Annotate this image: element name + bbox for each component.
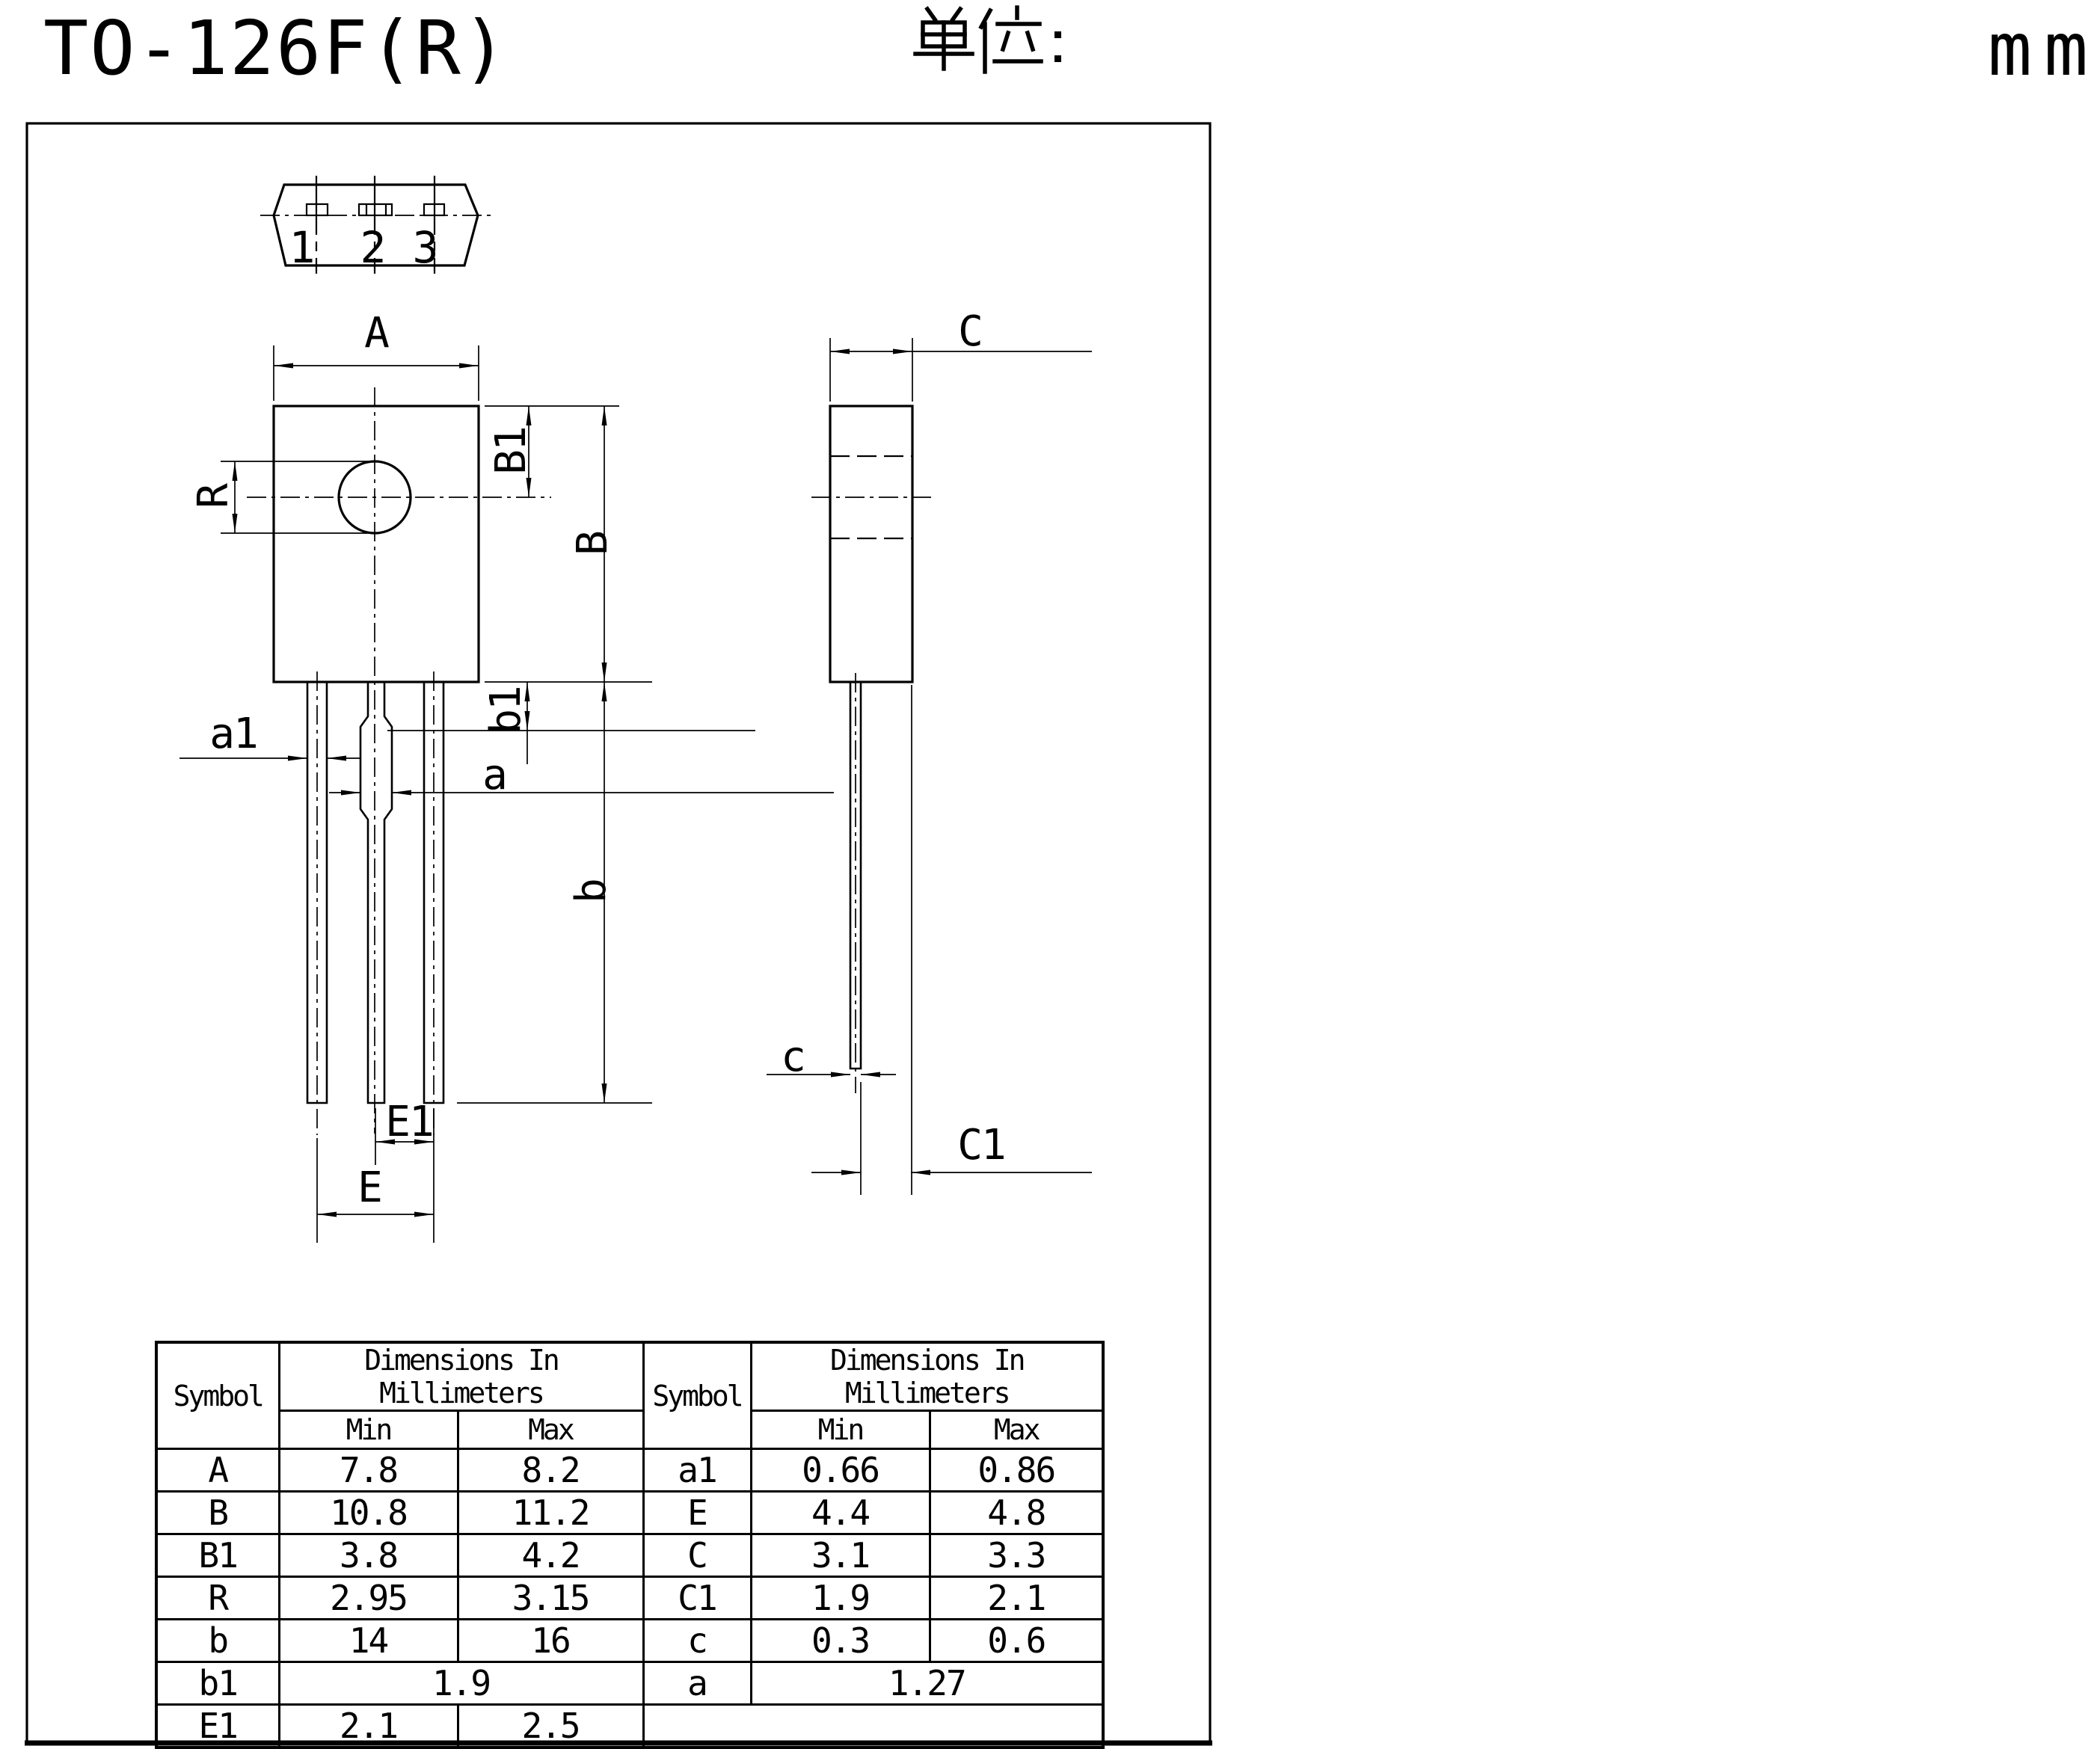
table-cell-min: 3.1 xyxy=(751,1534,930,1577)
table-cell-min: 2.1 xyxy=(279,1705,458,1748)
dim-label-B1: B1 xyxy=(487,427,535,475)
table-row xyxy=(156,1705,1103,1748)
dims-header-left: Dimensions In Millimeters xyxy=(279,1342,643,1411)
dim-label-c: c xyxy=(781,1033,805,1081)
table-cell-max: 16 xyxy=(458,1620,643,1662)
pin-label-1: 1 xyxy=(289,222,314,273)
dimensions-table xyxy=(155,1341,1105,1749)
dim-label-E: E xyxy=(357,1164,381,1212)
dim-label-b1: b1 xyxy=(482,686,530,734)
table-cell-min: 14 xyxy=(279,1620,458,1662)
pin-label-3: 3 xyxy=(412,222,438,273)
table-cell-span: 1.9 xyxy=(279,1662,643,1705)
table-cell-min: 4.4 xyxy=(751,1492,930,1534)
table-cell-min: 1.9 xyxy=(751,1577,930,1620)
dim-label-b: b xyxy=(567,879,615,903)
table-cell-symbol: E1 xyxy=(156,1705,279,1748)
table-cell-max: 11.2 xyxy=(458,1492,643,1534)
table-cell-symbol: c xyxy=(643,1620,751,1662)
table-cell-min: 3.8 xyxy=(279,1534,458,1577)
table-cell-max: 4.2 xyxy=(458,1534,643,1577)
table-cell-symbol: b1 xyxy=(156,1662,279,1705)
dim-label-a: a xyxy=(482,751,506,799)
table-cell-min: 2.95 xyxy=(279,1577,458,1620)
dim-label-E1: E1 xyxy=(385,1098,433,1146)
table-cell-max: 2.5 xyxy=(458,1705,643,1748)
symbol-header-right: Symbol xyxy=(643,1342,751,1449)
side-view xyxy=(767,338,1092,1195)
dim-label-B: B xyxy=(568,532,617,556)
table-cell-symbol: a1 xyxy=(643,1449,751,1492)
min-header-right: Min xyxy=(751,1411,930,1449)
table-cell-min: 10.8 xyxy=(279,1492,458,1534)
dim-label-C1: C1 xyxy=(957,1121,1005,1169)
table-cell-symbol: E xyxy=(643,1492,751,1534)
table-cell-symbol: B1 xyxy=(156,1534,279,1577)
table-cell-symbol: B xyxy=(156,1492,279,1534)
table-cell-max: 0.6 xyxy=(930,1620,1103,1662)
table-cell-symbol: R xyxy=(156,1577,279,1620)
table-cell-max: 2.1 xyxy=(930,1577,1103,1620)
table-row xyxy=(156,1577,1103,1620)
table-cell-symbol: C1 xyxy=(643,1577,751,1620)
table-cell-max: 3.3 xyxy=(930,1534,1103,1577)
table-cell-symbol: A xyxy=(156,1449,279,1492)
table-cell-max: 8.2 xyxy=(458,1449,643,1492)
page-title: TO-126F(R) xyxy=(43,4,509,92)
pin-label-2: 2 xyxy=(360,222,385,273)
min-header-left: Min xyxy=(279,1411,458,1449)
table-cell-min: 0.66 xyxy=(751,1449,930,1492)
dim-label-R: R xyxy=(189,485,238,508)
max-header-right: Max xyxy=(930,1411,1103,1449)
table-cell-symbol: C xyxy=(643,1534,751,1577)
unit-value: mm xyxy=(1988,7,2100,93)
max-header-left: Max xyxy=(458,1411,643,1449)
table-cell-max: 4.8 xyxy=(930,1492,1103,1534)
dim-label-A: A xyxy=(364,309,388,357)
table-cell-min: 7.8 xyxy=(279,1449,458,1492)
table-cell-min: 0.3 xyxy=(751,1620,930,1662)
table-row xyxy=(156,1492,1103,1534)
table-row xyxy=(156,1662,1103,1705)
table-cell-symbol: a xyxy=(643,1662,751,1705)
table-cell-max: 0.86 xyxy=(930,1449,1103,1492)
table-row xyxy=(156,1620,1103,1662)
table-cell-symbol: b xyxy=(156,1620,279,1662)
front-view xyxy=(179,345,834,1243)
table-cell-max: 3.15 xyxy=(458,1577,643,1620)
symbol-header-left: Symbol xyxy=(156,1342,279,1449)
table-cell-empty xyxy=(643,1705,1103,1748)
table-row xyxy=(156,1449,1103,1492)
dim-label-a1: a1 xyxy=(209,710,257,758)
table-cell-span: 1.27 xyxy=(751,1662,1103,1705)
dim-label-C: C xyxy=(958,307,982,356)
table-row xyxy=(156,1534,1103,1577)
dims-header-right: Dimensions In Millimeters xyxy=(751,1342,1103,1411)
